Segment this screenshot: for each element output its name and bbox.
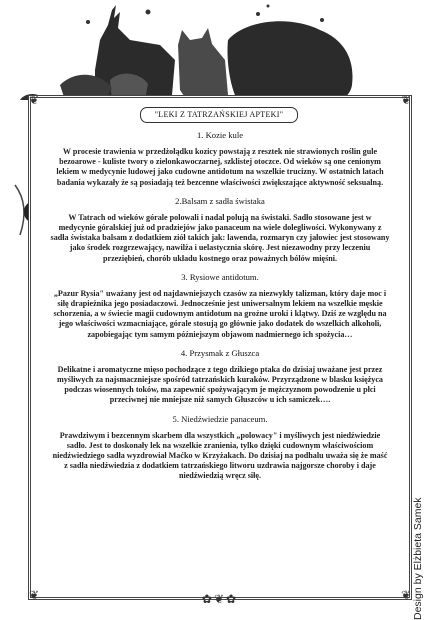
insect-icon (86, 20, 90, 24)
section-paragraph: W Tatrach od wieków górale polowali i nadal polują na świstaki. Sadło stosowane jest w medycynie góralskiej już od pradziejów jako panaceum na wiele dolegliwości. Wykonywany z sadła świstaka balsam z dodatkiem ziół takich jak: lawenda, rozmaryn czy jałowiec jest stosowany jako środek rozgrzewający, nawilża i uelastycznia skórę. Jest niezawodny przy leczeniu przeziębień, chorób układu kostnego oraz poważnych bólów mięśni. (50, 212, 390, 263)
frame-corner-ornament: ❦ (29, 588, 40, 602)
document-body (50, 125, 390, 490)
section-heading: 2.Balsam z sadła świstaka (175, 195, 265, 206)
section-heading: 5. Niedźwiedzie panaceum. (172, 413, 268, 424)
section-paragraph: Delikatne i aromatyczne mięso pochodzące z tego dzikiego ptaka do dzisiaj uważane jest przez myśliwych za najsmaczniejsze spośród tatrzańskich kuraków. Przyrządzone w blasku księżyca podczas wiosennych toków, ma zapewnić spożywającym je mężczyznom powodzenie u płci przeciwnej nie mniejsze niż samych Głuszców u ich samiczek…. (57, 364, 383, 405)
insect-icon (267, 5, 270, 8)
frame-corner-ornament: ❦ (400, 93, 411, 107)
section-heading: 3. Rysiowe antidotum. (181, 271, 259, 282)
frame-corner-ornament: ❦ (400, 588, 411, 602)
section-paragraph: Prawdziwym i bezcennym skarbem dla wszystkich „polowacy" i myśliwych jest niedźwiedzie sadło. Jest to doskonały lek na wszelkie zranienia, tylko dzięki cudownym właściwościom niedźwiedziego sadła wyzdrowiał Maćko w Krzyżakach. Do dzisiaj na podhalu uważa się że maść z sadła niedźwiedzia z dodatkiem tatrzańskiego litworu uzdrawia najgorsze choroby i daje niedźwiedzią wręcz siłę. (52, 430, 388, 481)
section-paragraph: W procesie trawienia w przedżołądku kozicy powstają z resztek nie strawionych roślin gule bezoarowe - kuliste twory o zielonkawoczarnej, szklistej otoczce. Od wieków są one cenionym lekiem w medycynie ludowej jako cudowne antidotum na wszelkie trucizny. W ostatnich latach badania wykazały że są posiadają też bezcenne właściwości zwiększające aktywność seksualną. (56, 147, 384, 187)
frame-bottom-ornament: ✿❦✿ (201, 592, 239, 606)
insect-icon (256, 12, 260, 16)
section-paragraph: „Pazur Rysia" uważany jest od najdawniejszych czasów za niezwykły talizman, który daje moc i siłę drapieżnika jego posiadaczowi. Jednocześnie jest uniwersalnym lekiem na wszelkie męskie schorzenia, a w świecie magii cudownym antidotum na groźne uroki i klątwy. Dziś ze względu na jego właściwości wzmacniające, górale stosują go głównie jako dodatek do wszelkich alkoholi, zapobiegając tym samym późniejszym objawom nadmiernego ich spożycia… (53, 288, 387, 339)
section-heading: 1. Kozie kule (196, 130, 244, 140)
lynx-figure (178, 28, 228, 105)
section-heading: 4. Przysmak z Głuszca (180, 347, 260, 358)
insect-icon (146, 10, 151, 15)
frame-corner-ornament: ❦ (29, 93, 40, 107)
designer-credit: Design by Elżbieta Samek (412, 497, 424, 620)
page-title-banner: "LEKI Z TATRZAŃSKIEJ APTEKI" (140, 107, 298, 123)
insect-icon (320, 18, 324, 22)
